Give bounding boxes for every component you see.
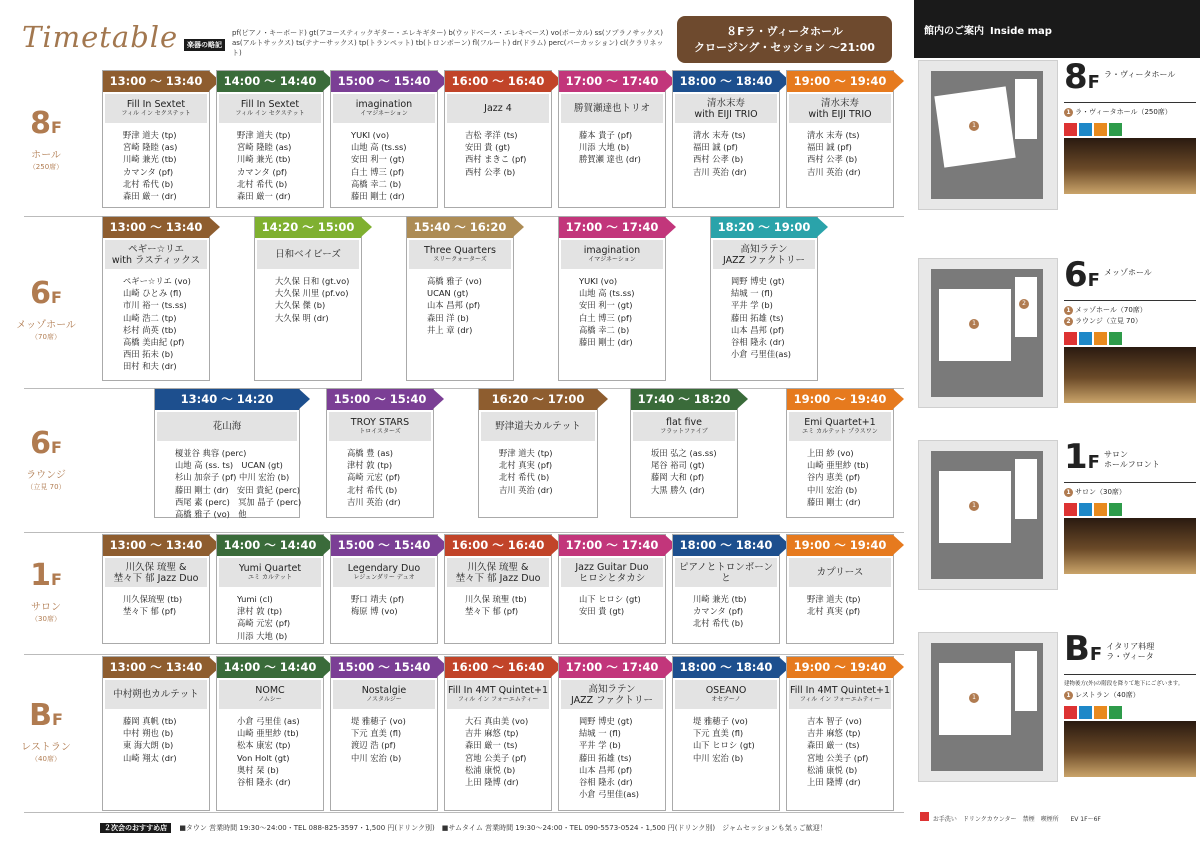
- performance-time: 19:00 〜 19:40: [787, 657, 893, 678]
- floor-name: ラウンジ: [26, 470, 66, 481]
- performance-members: 藤本 貴子 (pf) 川添 大地 (b) 勝賀瀬 達也 (dr): [579, 130, 641, 165]
- performance-members: 高橋 豊 (as) 津村 敦 (tp) 高崎 元宏 (pf) 北村 希代 (b) 吉川 英治 (dr): [347, 448, 401, 507]
- performance-title-box: [333, 94, 435, 123]
- drink-counter-icon: [1094, 706, 1107, 719]
- performance-title-box: [157, 412, 297, 441]
- performance-members: ペギー☆リエ (vo) 山崎 ひとみ (fl) 市川 裕一 (ts.ss) 山崎 浩二 (tp) 杉村 尚英 (tb) 高橋 美由紀 (pf) 西田 拓未 (b) 田村 和夫 (dr): [123, 276, 191, 372]
- after-party-text: ■タウン 営業時間 19:30〜24:00・TEL 088-825-3597・1,500 円(ドリンク別) ■サムタイム 営業時間 19:30〜24:00・TEL 090-5573-0524・1,500 円(ドリンク別) ジャムセッションも気ぅご歓迎！: [179, 824, 827, 832]
- performance-card: [444, 534, 552, 644]
- floor-room-line: [1064, 690, 1196, 701]
- performance-time: 13:00 〜 13:40: [103, 535, 209, 556]
- room-pin: 1: [1064, 108, 1073, 117]
- performance-title-box: [409, 240, 511, 269]
- performance-time: 14:00 〜 14:40: [217, 535, 323, 556]
- room-name: サロン（30席）: [1075, 488, 1126, 496]
- drink-counter-icon: [1094, 332, 1107, 345]
- performance-kana: フラットファイブ: [660, 428, 708, 435]
- performance-title: imagination: [583, 245, 641, 256]
- performance-title-box: [675, 94, 777, 123]
- floor-unit: F: [50, 570, 62, 589]
- room-name: ラウンジ（立見 70）: [1075, 317, 1142, 325]
- performance-members: 川崎 兼光 (tb) カマンタ (pf) 北村 希代 (b): [693, 594, 747, 629]
- performance-title-box: [675, 558, 777, 587]
- performance-card: [216, 656, 324, 811]
- after-party-tag: ２次会のおすすめ店: [100, 823, 171, 833]
- room-name: メッゾホール（70席）: [1075, 306, 1147, 314]
- performance-card: [406, 216, 514, 381]
- performance-title: OSEANO: [705, 685, 747, 696]
- floor-name: サロン: [31, 602, 61, 613]
- drink-counter-icon: [1094, 503, 1107, 516]
- performance-time: 17:40 〜 18:20: [631, 389, 737, 410]
- performance-kana: ユミ カルテット: [248, 574, 292, 581]
- floor-map-info: [1064, 629, 1196, 777]
- performance-card: [478, 388, 598, 518]
- performance-kana: オセアーノ: [711, 696, 741, 703]
- map-floor-number: 8F: [1064, 57, 1100, 97]
- performance-title: Fill In Sextet: [240, 99, 300, 110]
- venue-photo: [1064, 138, 1196, 194]
- b1-note: 建物後方(外)の階段を降りて地下にございます。: [1064, 681, 1184, 687]
- performance-title-box: [561, 94, 663, 123]
- performance-title-box: [333, 558, 435, 587]
- performance-title-box: [447, 94, 549, 123]
- performance-title-box: [105, 680, 207, 709]
- performance-time: 15:00 〜 15:40: [331, 71, 437, 92]
- performance-title: 清水末寿 with EIJI TRIO: [694, 97, 758, 120]
- room-name: レストラン（40席）: [1075, 691, 1140, 699]
- performance-title: Jazz 4: [484, 103, 512, 114]
- performance-time: 13:00 〜 13:40: [103, 217, 209, 238]
- venue-photo: [1064, 347, 1196, 403]
- room-pin: 2: [1064, 317, 1073, 326]
- floor-label: [0, 108, 92, 172]
- performance-card: [558, 534, 666, 644]
- performance-title: Jazz Guitar Duo ヒロシとタカシ: [575, 561, 649, 584]
- performance-title-box: [789, 94, 891, 123]
- floor-label: [0, 278, 92, 342]
- performance-title-box: [561, 558, 663, 587]
- facility-icons: [1064, 121, 1196, 134]
- floor-map: 1: [918, 60, 1058, 210]
- performance-card: [216, 534, 324, 644]
- performance-title: カプリース: [816, 567, 864, 578]
- performance-members: 野津 道夫 (tp) 宮崎 隆睦 (as) 川崎 兼光 (tb) カマンタ (pf) 北村 希代 (b) 森田 厳一 (dr): [123, 130, 178, 202]
- performance-title: Fill In Sextet: [126, 99, 186, 110]
- floor-room-line: [1064, 487, 1196, 498]
- performance-members: 榎並谷 典容 (perc) 山地 高 (ss. ts) UCAN (gt) 杉山 加奈子 (pf) 中川 宏治 (b) 藤田 剛士 (dr) 安田 貴紀 (perc) 西尾 素 (perc) 冥加 晶子 (perc) 高橋 雅子 (vo) 他: [175, 448, 302, 520]
- performance-members: 川久保琉聖 (tb) 埜々下 郁 (pf): [123, 594, 183, 617]
- performance-members: 野口 靖夫 (pf) 梅原 博 (vo): [351, 594, 405, 617]
- room-pin: 1: [1064, 691, 1073, 700]
- performance-members: 川久保 琉聖 (tb) 埜々下 郁 (pf): [465, 594, 527, 617]
- room-pin: 1: [1064, 488, 1073, 497]
- smoking-area-icon: [1109, 706, 1122, 719]
- performance-time: 17:00 〜 17:40: [559, 217, 665, 238]
- performance-members: 清水 末寿 (ts) 福田 誠 (pf) 西村 公孝 (b) 吉川 英治 (dr): [807, 130, 861, 177]
- restroom-icon: [1079, 332, 1092, 345]
- performance-card: [330, 70, 438, 208]
- performance-time: 15:00 〜 15:40: [331, 657, 437, 678]
- floor-map: 1: [918, 632, 1058, 782]
- restroom-icon: [920, 812, 929, 821]
- performance-title-box: [713, 240, 815, 269]
- performance-time: 19:00 〜 19:40: [787, 389, 893, 410]
- performance-title-box: [633, 412, 735, 441]
- inside-map-title: 館内のご案内: [924, 26, 984, 37]
- performance-title: 勝賀瀬達也トリオ: [574, 103, 650, 114]
- floor-unit: F: [51, 710, 63, 729]
- performance-members: 藤岡 真帆 (tb) 中村 朔也 (b) 東 海大朗 (b) 山崎 翔太 (dr): [123, 716, 177, 763]
- performance-time: 19:00 〜 19:40: [787, 535, 893, 556]
- performance-title: Legendary Duo: [347, 563, 421, 574]
- performance-card: [102, 656, 210, 811]
- after-party-info: [100, 823, 900, 833]
- floor-room-line: [1064, 305, 1196, 316]
- performance-members: 吉本 智子 (vo) 吉井 麻悠 (tp) 森田 厳一 (ts) 宮地 公美子 (pf) 松浦 康悦 (b) 上田 隆博 (dr): [807, 716, 869, 788]
- floor-seats: （立見 70）: [26, 483, 66, 491]
- performance-title-box: [789, 680, 891, 709]
- performance-members: 山下 ヒロシ (gt) 安田 貴 (gt): [579, 594, 641, 617]
- restroom-icon: [1079, 123, 1092, 136]
- performance-kana: フィル イン フォーエムティー: [457, 696, 539, 703]
- performance-title-box: [447, 558, 549, 587]
- performance-kana: フィル イン セクステット: [235, 110, 305, 117]
- performance-kana: トロイスターズ: [359, 428, 401, 435]
- performance-members: YUKI (vo) 山地 高 (ts.ss) 安田 利一 (gt) 白土 博三 (pf) 高橋 幸二 (b) 藤田 剛士 (dr): [351, 130, 407, 202]
- performance-title: 中村朔也カルテット: [113, 689, 199, 700]
- floor-map: 1: [918, 440, 1058, 590]
- floor-name: ホール: [31, 150, 61, 161]
- restroom-icon: [1064, 123, 1077, 136]
- closing-line1: ８Fラ・ヴィータホール: [726, 25, 843, 38]
- floor-number: 6: [30, 276, 51, 311]
- row-divider: [24, 654, 904, 655]
- performance-members: 野津 道夫 (tp) 北村 真実 (pf): [807, 594, 861, 617]
- restroom-icon: [1064, 706, 1077, 719]
- performance-time: 16:00 〜 16:40: [445, 535, 551, 556]
- row-divider: [24, 532, 904, 533]
- performance-title: Yumi Quartet: [238, 563, 302, 574]
- performance-members: 岡野 博史 (gt) 結城 一 (fl) 平井 学 (b) 藤田 拓雄 (ts) 山本 昌邦 (pf) 谷相 隆永 (dr) 小倉 弓里佳(as): [731, 276, 792, 360]
- performance-members: 野津 道夫 (tp) 北村 真実 (pf) 北村 希代 (b) 吉川 英治 (dr): [499, 448, 553, 495]
- performance-card: [558, 216, 666, 381]
- performance-time: 18:20 〜 19:00: [711, 217, 817, 238]
- performance-title-box: [675, 680, 777, 709]
- performance-kana: レジェンダリー デュオ: [353, 574, 415, 581]
- restroom-icon: [1079, 706, 1092, 719]
- performance-time: 17:00 〜 17:40: [559, 71, 665, 92]
- map-floor-desc: イタリア料理 ラ・ヴィータ: [1106, 642, 1155, 661]
- performance-kana: エミ カルテット プラスワン: [802, 428, 878, 435]
- performance-time: 16:00 〜 16:40: [445, 657, 551, 678]
- floor-number: 6: [30, 426, 51, 461]
- map-floor-desc: メッゾホール: [1103, 268, 1152, 277]
- performance-title: flat five: [665, 417, 702, 428]
- restroom-icon: [1079, 503, 1092, 516]
- performance-card: [102, 216, 210, 381]
- venue-photo: [1064, 518, 1196, 574]
- performance-card: [216, 70, 324, 208]
- performance-title: 花山海: [212, 421, 242, 432]
- performance-card: [710, 216, 818, 381]
- performance-card: [444, 70, 552, 208]
- performance-title-box: [789, 558, 891, 587]
- performance-title-box: [561, 680, 663, 709]
- map-legend: [920, 812, 1195, 823]
- performance-members: 堤 雅穂子 (vo) 下元 直美 (fl) 渡辺 浩 (pf) 中川 宏治 (b): [351, 716, 406, 763]
- performance-card: [672, 534, 780, 644]
- performance-time: 14:00 〜 14:40: [217, 657, 323, 678]
- performance-time: 14:00 〜 14:40: [217, 71, 323, 92]
- row-divider: [24, 812, 904, 813]
- facility-icons: [1064, 704, 1196, 717]
- floor-label: [0, 700, 92, 764]
- performance-members: 大石 真由美 (vo) 吉井 麻悠 (tp) 森田 厳一 (ts) 宮地 公美子 (pf) 松浦 康悦 (b) 上田 隆博 (dr): [465, 716, 529, 788]
- performance-card: [330, 534, 438, 644]
- floor-number: B: [29, 698, 52, 733]
- floor-unit: F: [50, 288, 62, 307]
- performance-title: Emi Quartet+1: [804, 417, 876, 428]
- performance-members: 坂田 弘之 (as.ss) 尾谷 裕司 (gt) 藤岡 大和 (pf) 大黒 勝久 (dr): [651, 448, 717, 495]
- inside-map-panel: [914, 0, 1200, 849]
- timetable-logo: Timetable: [22, 20, 179, 54]
- floor-seats: （40席）: [31, 755, 61, 763]
- performance-title-box: [789, 412, 891, 441]
- floor-room-line: [1064, 316, 1196, 327]
- performance-title-box: [105, 94, 207, 123]
- performance-title: 日和ベイビーズ: [275, 249, 341, 260]
- performance-kana: イマジネーション: [360, 110, 408, 117]
- performance-kana: スリークォーターズ: [433, 256, 487, 263]
- performance-members: 吉松 孝洋 (ts) 安田 貴 (gt) 西村 まきこ (pf) 西村 公孝 (b): [465, 130, 527, 177]
- floor-seats: （250席）: [28, 163, 64, 171]
- performance-members: 清水 末寿 (ts) 福田 誠 (pf) 西村 公孝 (b) 吉川 英治 (dr): [693, 130, 747, 177]
- performance-title: TROY STARS: [350, 417, 410, 428]
- restroom-icon: [1064, 503, 1077, 516]
- performance-title-box: [105, 240, 207, 269]
- map-legend-text: お手洗い ドリンクカウンター 禁煙 喫煙所: [932, 816, 1059, 823]
- performance-time: 17:00 〜 17:40: [559, 535, 665, 556]
- performance-members: YUKI (vo) 山地 高 (ts.ss) 安田 利一 (gt) 白土 博三 (pf) 高橋 幸二 (b) 藤田 剛士 (dr): [579, 276, 635, 348]
- drink-counter-icon: [1094, 123, 1107, 136]
- performance-time: 15:00 〜 15:40: [327, 389, 433, 410]
- floor-label: [0, 428, 92, 492]
- room-name: ラ・ヴィータホール（250席）: [1075, 108, 1172, 116]
- performance-members: 高橋 雅子 (vo) UCAN (gt) 山本 昌邦 (pf) 森田 洋 (b) 井上 章 (dr): [427, 276, 482, 335]
- performance-time: 19:00 〜 19:40: [787, 71, 893, 92]
- floor-seats: （70席）: [31, 333, 61, 341]
- performance-title: Three Quarters: [424, 245, 496, 256]
- performance-card: [558, 70, 666, 208]
- performance-title: 川久保 琉聖 & 埜々下 郁 Jazz Duo: [113, 561, 199, 584]
- performance-kana: イマジネーション: [588, 256, 636, 263]
- facility-icons: [1064, 330, 1196, 343]
- closing-session-banner: [677, 16, 892, 63]
- floor-number: 1: [30, 558, 51, 593]
- smoking-area-icon: [1109, 123, 1122, 136]
- performance-title-box: [329, 412, 431, 441]
- performance-members: 堤 雅穂子 (vo) 下元 直美 (fl) 山下 ヒロシ (gt) 中川 宏治 (b): [693, 716, 755, 763]
- performance-title: 高知ラテン JAZZ ファクトリー: [571, 683, 653, 706]
- performance-card: [786, 656, 894, 811]
- performance-title: Nostalgie: [361, 685, 407, 696]
- performance-time: 15:40 〜 16:20: [407, 217, 513, 238]
- instrument-legend: pf(ピアノ・キーボード) gt(アコースティックギター・エレキギター) b(ウッドベース・エレキベース) vo(ボーカル) ss(ソプラノサックス) as(アルトサックス) ts(テナーサックス) tp(トランペット) tb(トロンボーン) fl(フルート) dr(ドラム) perc(パーカッション) cl(クラリネット): [232, 29, 664, 57]
- performance-members: 岡野 博史 (gt) 結城 一 (fl) 平井 学 (b) 藤田 拓雄 (ts) 山本 昌邦 (pf) 谷相 隆永 (dr) 小倉 弓里佳(as): [579, 716, 640, 800]
- floor-map-info: [1064, 437, 1196, 574]
- elevator-label: EV 1F〜6F: [1070, 816, 1101, 823]
- venue-photo: [1064, 721, 1196, 777]
- performance-time: 13:00 〜 13:40: [103, 657, 209, 678]
- performance-kana: フィル イン セクステット: [121, 110, 191, 117]
- performance-kana: ノスタルジー: [366, 696, 402, 703]
- performance-time: 18:00 〜 18:40: [673, 657, 779, 678]
- performance-members: 大久保 日和 (gt.vo) 大久保 川里 (pf.vo) 大久保 傑 (b) 大久保 明 (dr): [275, 276, 350, 323]
- floor-label: [0, 560, 92, 624]
- performance-title-box: [257, 240, 359, 269]
- performance-members: Yumi (cl) 津村 敦 (tp) 高崎 元宏 (pf) 川添 大地 (b): [237, 594, 291, 641]
- performance-card: [672, 656, 780, 811]
- floor-room-line: [1064, 107, 1196, 118]
- map-floor-number: BF: [1064, 629, 1103, 669]
- performance-title-box: [333, 680, 435, 709]
- map-floor-number: 1F: [1064, 437, 1100, 477]
- floor-map-info: [1064, 255, 1196, 403]
- performance-title: NOMC: [255, 685, 285, 696]
- floor-name: メッゾホール: [16, 320, 76, 331]
- instrument-legend-tag: 楽器の略記: [184, 39, 225, 51]
- performance-members: 小倉 弓里佳 (as) 山崎 亜里紗 (tb) 松本 康宏 (tp) Von Holt (gt) 奥村 栞 (b) 谷相 隆永 (dr): [237, 716, 300, 788]
- room-pin: 1: [1064, 306, 1073, 315]
- performance-time: 15:00 〜 15:40: [331, 535, 437, 556]
- floor-unit: F: [50, 118, 62, 137]
- performance-time: 16:20 〜 17:00: [479, 389, 597, 410]
- performance-title: 野津道夫カルテット: [495, 421, 581, 432]
- performance-card: [630, 388, 738, 518]
- closing-line2: クロージング・セッション 〜21:00: [694, 41, 875, 54]
- performance-members: 上田 紗 (vo) 山崎 亜里紗 (tb) 谷内 恵美 (pf) 中川 宏治 (b) 藤田 剛士 (dr): [807, 448, 869, 507]
- map-floor-number: 6F: [1064, 255, 1100, 295]
- performance-title: Fill In 4MT Quintet+1: [447, 685, 549, 696]
- floor-seats: （30席）: [31, 615, 61, 623]
- smoking-area-icon: [1109, 503, 1122, 516]
- map-floor-desc: サロン ホールフロント: [1103, 450, 1160, 469]
- performance-card: [154, 388, 300, 518]
- performance-time: 17:00 〜 17:40: [559, 657, 665, 678]
- performance-card: [102, 70, 210, 208]
- inside-map-header: [914, 0, 1200, 58]
- performance-card: [330, 656, 438, 811]
- performance-title-box: [447, 680, 549, 709]
- performance-card: [786, 534, 894, 644]
- performance-time: 18:00 〜 18:40: [673, 535, 779, 556]
- performance-title: 高知ラテン JAZZ ファクトリー: [723, 243, 805, 266]
- floor-number: 8: [30, 106, 51, 141]
- performance-kana: ノムシー: [258, 696, 282, 703]
- performance-title-box: [219, 680, 321, 709]
- performance-time: 18:00 〜 18:40: [673, 71, 779, 92]
- restroom-icon: [1064, 332, 1077, 345]
- performance-time: 16:00 〜 16:40: [445, 71, 551, 92]
- performance-card: [672, 70, 780, 208]
- performance-title-box: [105, 558, 207, 587]
- performance-card: [558, 656, 666, 811]
- performance-card: [102, 534, 210, 644]
- performance-title-box: [219, 94, 321, 123]
- performance-kana: フィル イン フォーエムティー: [799, 696, 881, 703]
- performance-title: 川久保 琉聖 & 埜々下 郁 Jazz Duo: [455, 561, 541, 584]
- floor-map: 1 2: [918, 258, 1058, 408]
- performance-card: [326, 388, 434, 518]
- inside-map-title-en: Inside map: [990, 26, 1052, 37]
- performance-card: [444, 656, 552, 811]
- performance-time: 13:40 〜 14:20: [155, 389, 299, 410]
- performance-title: 清水末寿 with EIJI TRIO: [808, 97, 872, 120]
- performance-title: Fill In 4MT Quintet+1: [789, 685, 891, 696]
- performance-title: imagination: [355, 99, 413, 110]
- facility-icons: [1064, 501, 1196, 514]
- floor-name: レストラン: [21, 742, 71, 753]
- performance-title-box: [219, 558, 321, 587]
- performance-members: 野津 道夫 (tp) 宮崎 隆睦 (as) 川崎 兼光 (tb) カマンタ (pf) 北村 希代 (b) 森田 厳一 (dr): [237, 130, 292, 202]
- performance-card: [254, 216, 362, 381]
- performance-title-box: [481, 412, 595, 441]
- performance-card: [786, 70, 894, 208]
- smoking-area-icon: [1109, 332, 1122, 345]
- map-floor-desc: ラ・ヴィータホール: [1103, 70, 1176, 79]
- performance-title-box: [561, 240, 663, 269]
- floor-map-info: [1064, 57, 1196, 194]
- performance-time: 13:00 〜 13:40: [103, 71, 209, 92]
- performance-title: ペギー☆リエ with ラスティックス: [111, 243, 201, 266]
- floor-unit: F: [50, 438, 62, 457]
- performance-title: ピアノとトロンボーンと: [678, 561, 774, 584]
- performance-time: 14:20 〜 15:00: [255, 217, 361, 238]
- performance-card: [786, 388, 894, 518]
